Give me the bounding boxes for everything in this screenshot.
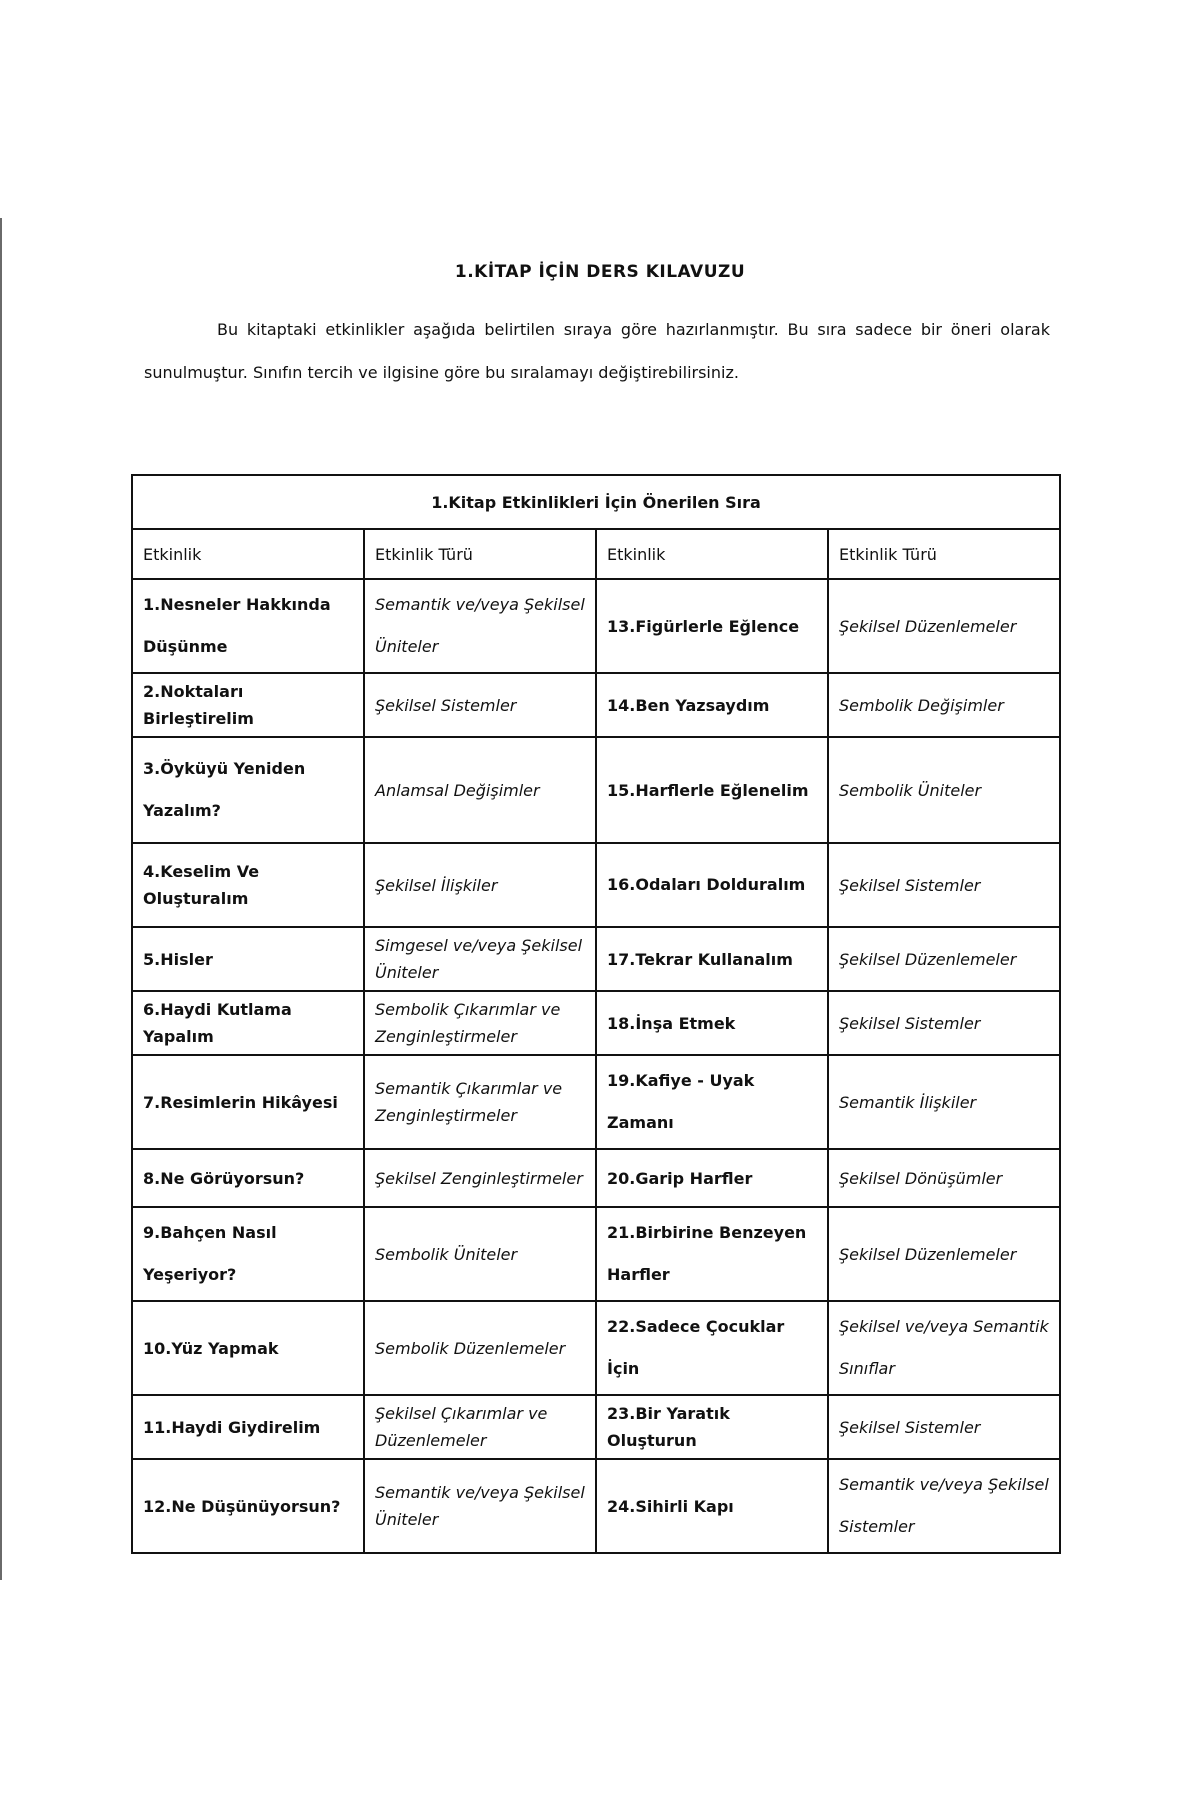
column-header-activity: Etkinlik (596, 529, 828, 579)
activity-type-cell: Sembolik Çıkarımlar ve Zenginleştirmeler (364, 991, 596, 1055)
activity-cell: 18.İnşa Etmek (596, 991, 828, 1055)
activity-order-table (131, 474, 1061, 1554)
activity-cell: 11.Haydi Giydirelim (132, 1395, 364, 1459)
table-caption-row (132, 475, 1060, 529)
column-header-activity-type: Etkinlik Türü (828, 529, 1060, 579)
table-row (132, 737, 1060, 843)
activity-cell: 9.Bahçen Nasıl Yeşeriyor? (132, 1207, 364, 1301)
activity-type-cell: Şekilsel Sistemler (828, 843, 1060, 927)
activity-cell: 4.Keselim Ve Oluşturalım (132, 843, 364, 927)
activity-type-cell: Şekilsel Sistemler (828, 991, 1060, 1055)
activity-type-cell: Şekilsel İlişkiler (364, 843, 596, 927)
activity-type-cell: Şekilsel ve/veya Semantik Sınıflar (828, 1301, 1060, 1395)
activity-type-cell: Şekilsel Zenginleştirmeler (364, 1149, 596, 1207)
activity-type-cell: Şekilsel Düzenlemeler (828, 579, 1060, 673)
table-row (132, 1395, 1060, 1459)
page-left-border (0, 218, 2, 1580)
table-row (132, 1459, 1060, 1553)
table-row (132, 1301, 1060, 1395)
page-title: 1.KİTAP İÇİN DERS KILAVUZU (454, 262, 746, 282)
activity-cell: 5.Hisler (132, 927, 364, 991)
activity-type-cell: Semantik Çıkarımlar ve Zenginleştirmeler (364, 1055, 596, 1149)
activity-type-cell: Şekilsel Dönüşümler (828, 1149, 1060, 1207)
activity-cell: 24.Sihirli Kapı (596, 1459, 828, 1553)
table-row (132, 579, 1060, 673)
column-header-activity: Etkinlik (132, 529, 364, 579)
activity-cell: 16.Odaları Dolduralım (596, 843, 828, 927)
activity-type-cell: Semantik İlişkiler (828, 1055, 1060, 1149)
activity-cell: 14.Ben Yazsaydım (596, 673, 828, 737)
activity-type-cell: Şekilsel Sistemler (364, 673, 596, 737)
activity-cell: 13.Figürlerle Eğlence (596, 579, 828, 673)
activity-cell: 6.Haydi Kutlama Yapalım (132, 991, 364, 1055)
table-row (132, 927, 1060, 991)
activity-cell: 8.Ne Görüyorsun? (132, 1149, 364, 1207)
activity-type-cell: Sembolik Üniteler (828, 737, 1060, 843)
activity-type-cell: Sembolik Üniteler (364, 1207, 596, 1301)
activity-type-cell: Şekilsel Düzenlemeler (828, 1207, 1060, 1301)
activity-cell: 12.Ne Düşünüyorsun? (132, 1459, 364, 1553)
activity-cell: 15.Harflerle Eğlenelim (596, 737, 828, 843)
activity-cell: 3.Öyküyü Yeniden Yazalım? (132, 737, 364, 843)
activity-cell: 23.Bir Yaratık Oluşturun (596, 1395, 828, 1459)
activity-type-cell: Semantik ve/veya Şekilsel Sistemler (828, 1459, 1060, 1553)
table-row (132, 1055, 1060, 1149)
activity-type-cell: Sembolik Düzenlemeler (364, 1301, 596, 1395)
activity-cell: 20.Garip Harfler (596, 1149, 828, 1207)
activity-cell: 19.Kafiye - Uyak Zamanı (596, 1055, 828, 1149)
activity-cell: 22.Sadece Çocuklar İçin (596, 1301, 828, 1395)
column-header-activity-type: Etkinlik Türü (364, 529, 596, 579)
activity-type-cell: Anlamsal Değişimler (364, 737, 596, 843)
table-header-row (132, 529, 1060, 579)
activity-cell: 10.Yüz Yapmak (132, 1301, 364, 1395)
table-row (132, 843, 1060, 927)
activity-cell: 21.Birbirine Benzeyen Harfler (596, 1207, 828, 1301)
activity-cell: 2.Noktaları Birleştirelim (132, 673, 364, 737)
activity-cell: 7.Resimlerin Hikâyesi (132, 1055, 364, 1149)
activity-type-cell: Sembolik Değişimler (828, 673, 1060, 737)
table-caption: 1.Kitap Etkinlikleri İçin Önerilen Sıra (132, 475, 1060, 529)
activity-cell: 17.Tekrar Kullanalım (596, 927, 828, 991)
activity-type-cell: Semantik ve/veya Şekilsel Üniteler (364, 579, 596, 673)
activity-cell: 1.Nesneler Hakkında Düşünme (132, 579, 364, 673)
table-row (132, 1207, 1060, 1301)
activity-type-cell: Semantik ve/veya Şekilsel Üniteler (364, 1459, 596, 1553)
activity-type-cell: Şekilsel Sistemler (828, 1395, 1060, 1459)
activity-type-cell: Şekilsel Çıkarımlar ve Düzenlemeler (364, 1395, 596, 1459)
activity-type-cell: Şekilsel Düzenlemeler (828, 927, 1060, 991)
table-row (132, 1149, 1060, 1207)
intro-paragraph: Bu kitaptaki etkinlikler aşağıda belirtilen sıraya göre hazırlanmıştır. Bu sıra sadece bir öneri olarak sunulmuştur. Sınıfın tercih ve ilgisine göre bu sıralamayı değiştirebilirsiniz. (144, 320, 1050, 382)
table-row (132, 673, 1060, 737)
table-row (132, 991, 1060, 1055)
activity-type-cell: Simgesel ve/veya Şekilsel Üniteler (364, 927, 596, 991)
